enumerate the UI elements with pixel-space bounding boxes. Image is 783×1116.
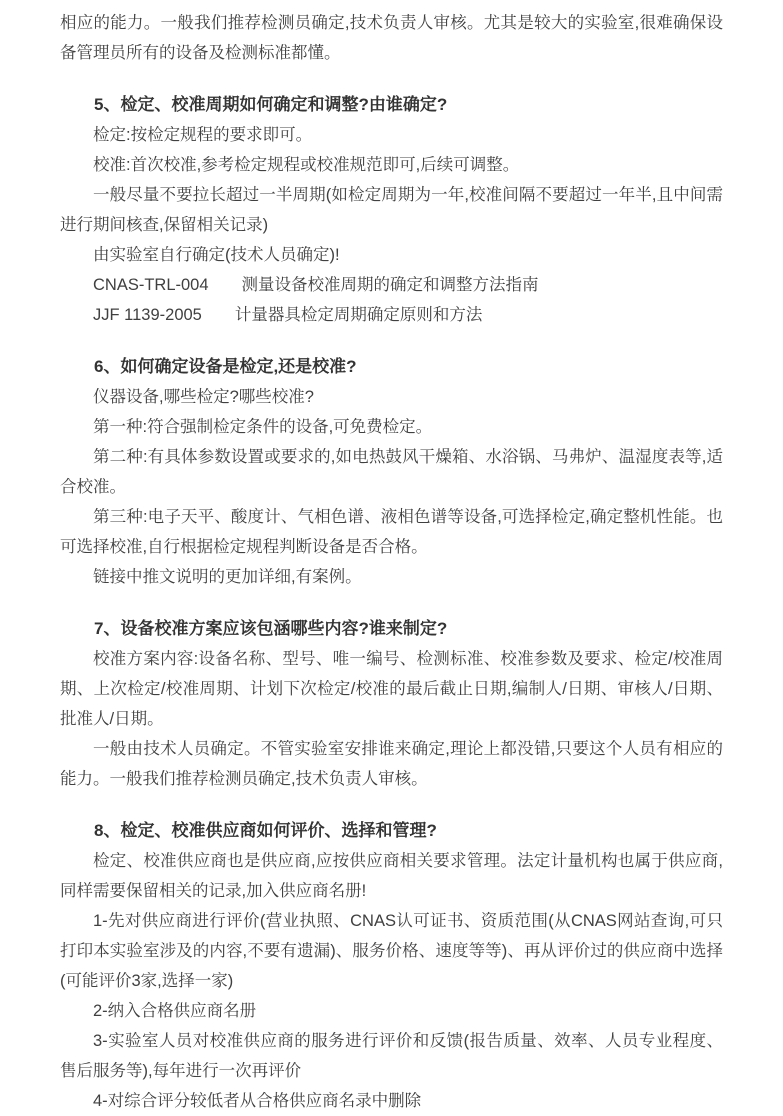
question-6-heading: 6、如何确定设备是检定,还是校准? [94,357,357,376]
question-7-heading: 7、设备校准方案应该包涵哪些内容?谁来制定? [94,619,448,638]
q6-paragraph-2: 第一种:符合强制检定条件的设备,可免费检定。 [93,418,433,436]
q7-paragraph-2: 一般由技术人员确定。不管实验室安排谁来确定,理论上都没错,只要这个人员有相应的能力。一般我们推荐检测员确定,技术负责人审核。 [60,740,723,788]
q6-paragraph-1: 仪器设备,哪些检定?哪些校准? [93,388,314,406]
q5-paragraph-4: 由实验室自行确定(技术人员确定)! [93,246,340,264]
question-8-heading: 8、检定、校准供应商如何评价、选择和管理? [94,821,437,840]
q8-paragraph-5: 4-对综合评分较低者从合格供应商名录中删除 [93,1092,422,1110]
question-5-heading: 5、检定、校准周期如何确定和调整?由谁确定? [94,95,448,114]
intro-continued-paragraph: 相应的能力。一般我们推荐检测员确定,技术负责人审核。尤其是较大的实验室,很难确保设备管理员所有的设备及检测标准都懂。 [60,14,723,62]
q5-reference-jjf: JJF 1139-2005 计量器具检定周期确定原则和方法 [93,306,483,324]
q7-paragraph-1: 校准方案内容:设备名称、型号、唯一编号、检测标准、校准参数及要求、检定/校准周期、上次检定/校准周期、计划下次检定/校准的最后截止日期,编制人/日期、审核人/日期、批准人/日期。 [60,650,723,728]
q8-paragraph-1: 检定、校准供应商也是供应商,应按供应商相关要求管理。法定计量机构也属于供应商,同样需要保留相关的记录,加入供应商名册! [60,852,723,900]
q6-paragraph-5: 链接中推文说明的更加详细,有案例。 [93,568,362,586]
q8-paragraph-4: 3-实验室人员对校准供应商的服务进行评价和反馈(报告质量、效率、人员专业程度、售后服务等),每年进行一次再评价 [60,1032,723,1080]
q5-reference-cnas: CNAS-TRL-004 测量设备校准周期的确定和调整方法指南 [93,276,539,294]
q8-paragraph-2: 1-先对供应商进行评价(营业执照、CNAS认可证书、资质范围(从CNAS网站查询,可只打印本实验室涉及的内容,不要有遗漏)、服务价格、速度等等)、再从评价过的供应商中选择(可能评价3家,选择一家) [60,912,723,990]
q8-paragraph-3: 2-纳入合格供应商名册 [93,1002,257,1020]
q5-paragraph-1: 检定:按检定规程的要求即可。 [93,126,313,144]
q5-paragraph-3: 一般尽量不要拉长超过一半周期(如检定周期为一年,校准间隔不要超过一年半,且中间需进行期间核查,保留相关记录) [60,186,723,234]
q6-paragraph-3: 第二种:有具体参数设置或要求的,如电热鼓风干燥箱、水浴锅、马弗炉、温湿度表等,适合校准。 [60,448,723,496]
q6-paragraph-4: 第三种:电子天平、酸度计、气相色谱、液相色谱等设备,可选择检定,确定整机性能。也可选择校准,自行根据检定规程判断设备是否合格。 [60,508,723,556]
q5-paragraph-2: 校准:首次校准,参考检定规程或校准规范即可,后续可调整。 [93,156,520,174]
